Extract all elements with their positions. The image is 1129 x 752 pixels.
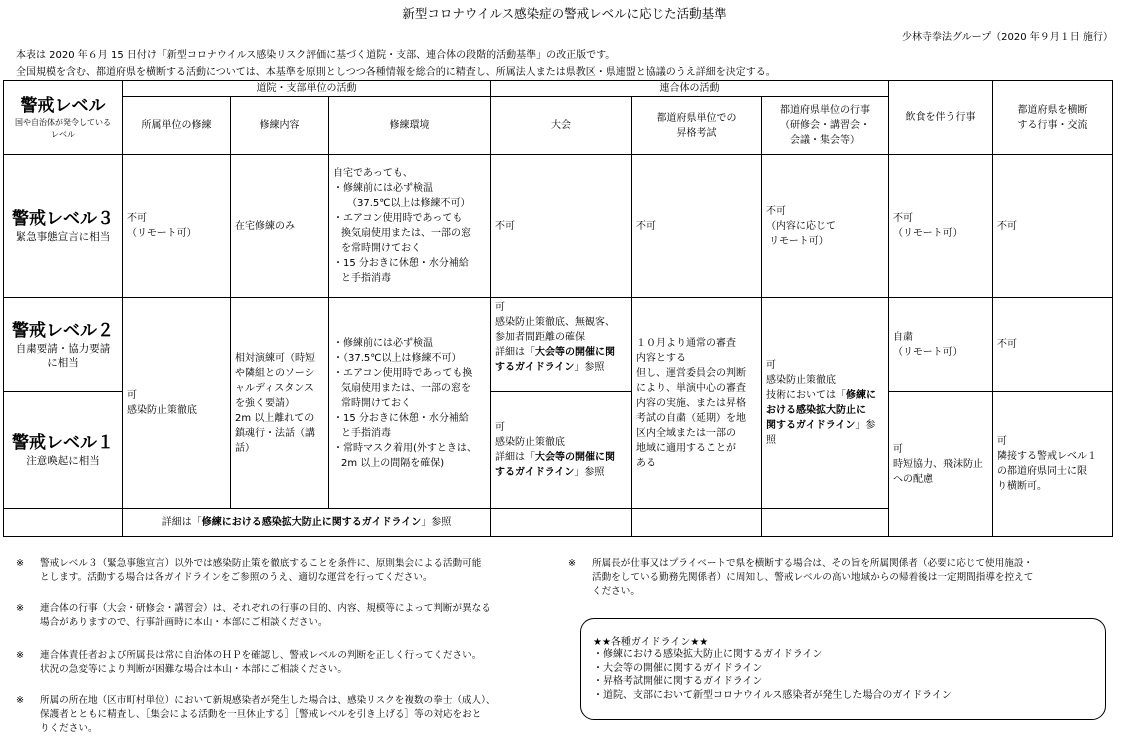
l21-env-line: 気扇使用または、一部の窓を [341,382,471,394]
l21-pref-events [762,298,889,509]
note-mark: ※ [16,558,25,569]
level-header: 警戒レベル [20,95,106,116]
col-header-dining: 飲食を伴う行事 [889,81,993,155]
l3-env-line: ・修練前には必ず検温 [333,183,433,194]
l2-tournament-text: 可 感染防止策徹底、無観客、 参加者間距離の確保 詳細は「 [495,302,615,358]
level-1-footer-blank [4,509,123,537]
l21-footer-ref: 」参照 [421,517,452,528]
l21-env-line: ・常時マスク着用(外すときは、 [333,442,477,454]
l21-exam-footer-blank [632,509,762,537]
l21-env-line: 2m 以上の間隔を確保) [341,457,445,469]
l3-unit-training: 不可 （リモート可） [123,155,231,298]
note-mark: ※ [16,603,25,614]
l1-tournament-ref: 」参照 [574,467,605,478]
note-left-2 [16,602,491,630]
col-header-unit-training: 所属単位の修練 [123,97,231,155]
l21-footer-note [123,509,491,537]
col-header-pref-events: 都道府県単位の行事 （研修会・講習会・ 会議・集会等） [762,97,889,155]
level-header-sub: 国や自治体が発令している レベル [15,117,111,139]
l3-env-line: と手指消毒 [341,273,391,284]
col-header-cross-pref: 都道府県を横断 する行事・交流 [993,81,1113,155]
level-header-cell [4,81,123,155]
l21-pref-events-ref: 」参 照 [766,420,876,446]
col-header-promotion-exam: 都道府県単位での 昇格考試 [632,97,762,155]
note-mark: ※ [568,558,577,569]
guideline-item: ・道院、支部において新型コロナウイルス感染者が発生した場合のガイドライン [593,689,952,701]
l3-promotion-exam: 不可 [632,155,762,298]
level-3-cell [4,155,123,298]
l21-env-line: ・修練前には必ず検温 [333,337,433,349]
l3-training-env [329,155,491,298]
intro-line-1: 本表は 2020 年６月 15 日付け「新型コロナウイルス感染リスク評価に基づく道院・支部、連合体の段階的活動基準」の改正版です。 [16,50,616,61]
organization-date: 少林寺拳法グループ（2020 年９月１日 施行） [901,32,1113,43]
l3-cross-pref: 不可 [993,155,1113,298]
l21-unit-training: 可 感染防止策徹底 [123,298,231,509]
guideline-item: ・修練における感染拡大防止に関するガイドライン [593,649,823,660]
level-1-desc: 注意喚起に相当 [26,455,100,467]
l3-env-line: を常時開けておく [341,243,421,254]
guidelines-title: ★★各種ガイドライン★★ [593,637,709,648]
intro-line-2: 全国規模を含む、都道府県を横断する活動については、本基準を原則としつつ各種情報を総合的に精査し、所属法人または県教区・県連盟と協議のうえ詳細を決定する。 [16,67,776,78]
l1-tournament-guideline: 大会等の開催に関 するガイドライン [495,452,615,478]
l3-training-content: 在宅修練のみ [231,155,329,298]
l2-tournament-guideline: 大会等の開催に関 するガイドライン [495,347,615,373]
col-header-training-env: 修練環境 [329,97,491,155]
l1-tournament [491,392,632,509]
note-right-1 [568,557,1033,599]
l21-env-line: ・15 分おきに休憩・水分補給 [333,412,469,424]
level-3-desc: 緊急事態宣言に相当 [15,231,111,243]
guidelines-box [580,618,1106,720]
l21-footer-text: 詳細は「 [161,517,202,528]
l21-pref-events-guideline: 修練に おける感染拡大防止に 関するガイドライン [766,390,876,431]
l21-env-line: 常時開けておく [341,397,411,409]
note-text: 連合体の行事（大会・研修会・講習会）は、それぞれの行事の目的、内容、規模等によって判断が異なる 場合がありますので、行事計画時に本山・本部にご相談ください。 [40,603,491,628]
l1-cross-pref: 可 隣接する警戒レベル１ の都道府県同士に限 り横断可。 [993,392,1113,537]
l2-tournament [491,298,632,392]
guideline-item: ・昇格考試開催に関するガイドライン [593,676,763,687]
l3-env-line: ・エアコン使用時であっても [333,213,463,224]
note-mark: ※ [16,650,25,661]
note-text: 所属長が仕事又はプライベートで県を横断する場合は、その旨を所属関係者（必要に応じて使用施設・ 活動をしている勤務先関係者）に周知し、警戒レベルの高い地域からの帰着後は一定期間指導を控えて ください。 [592,558,1034,597]
note-mark: ※ [16,695,25,706]
level-2-desc: 自粛要請・協力要請 に相当 [15,342,111,369]
l1-tournament-text: 可 感染防止策徹底 詳細は「 [495,422,565,463]
l3-tournament: 不可 [491,155,632,298]
note-text: 所属の所在地（区市町村単位）において新規感染者が発生した場合は、感染リスクを複数の拳士（成人）、 保護者とともに精査し、［集会による活動を一旦休止する］［警戒レベルを引き上げる］等の対応をおと りください。 [40,695,496,734]
l3-env-line: （37.5℃以上は修練不可） [347,198,471,209]
l1-dining-events: 可 時短協力、飛沫防止 への配慮 [889,392,993,537]
document-title: 新型コロナウイルス感染症の警戒レベルに応じた活動基準 [402,6,727,21]
l2-dining-events: 自粛 （リモート可） [889,298,993,392]
l2-cross-pref: 不可 [993,298,1113,392]
guidelines-list [593,648,952,702]
level-2-name: 警戒レベル２ [12,320,114,341]
l21-promotion-exam: １０月より通常の審査 内容とする 但し、運営委員会の判断 により、単演中心の審査 内容の実施、または昇格 考試の自粛（延期）を地 区内全域または一部の 地域に適用することが ある [632,298,762,509]
l3-env-line: ・15 分おきに休憩・水分補給 [333,258,469,269]
level-1-cell [4,392,123,509]
l3-env-line: 換気扇使用または、一部の窓 [341,228,471,239]
col-header-training-content: 修練内容 [231,97,329,155]
l21-env-line: ・（37.5℃以上は修練不可） [333,352,462,364]
guideline-item: ・大会等の開催に関するガイドライン [593,662,763,674]
level-2-cell [4,298,123,392]
l1-tournament-footer-blank [491,509,632,537]
col-header-tournament: 大会 [491,97,632,155]
l21-env-line: ・エアコン使用時であっても換 [333,367,473,379]
level-3-name: 警戒レベル３ [12,209,114,229]
l3-dining-events: 不可 （リモート可） [889,155,993,298]
note-left-3 [16,649,481,677]
activity-standards-table [3,80,1113,537]
l3-env-intro: 自宅であっても、 [333,168,413,179]
note-left-4 [16,694,496,736]
l3-pref-events: 不可 （内容に応じて リモート可） [762,155,889,298]
l21-pref-footer-blank [762,509,889,537]
l21-pref-events-text: 可 感染防止策徹底 技術においては「 [766,360,846,401]
group-header-federation: 連合体の活動 [491,81,889,97]
l21-training-content: 相対演練可（時短 や隣組とのソーシ ャルディスタンス を強く要請） 2m 以上離れての 鎮魂行・法話（講 話） [231,298,329,509]
l21-footer-guideline: 修練における感染拡大防止に関するガイドライン [201,517,422,528]
l21-env-line: と手指消毒 [341,427,391,439]
note-left-1 [16,557,481,585]
note-text: 連合体責任者および所属長は常に自治体のＨＰを確認し、警戒レベルの判断を正しく行ってください。 状況の急変等により判断が困難な場合は本山・本部にご相談ください。 [40,650,482,675]
group-header-dojo: 道院・支部単位の活動 [123,81,491,97]
note-text: 警戒レベル３（緊急事態宣言）以外では感染防止策を徹底することを条件に、原則集会による活動可能 とします。活動する場合は各ガイドラインをご参照のうえ、適切な運営を行ってください。 [40,558,482,583]
l2-tournament-ref: 」参照 [574,362,605,373]
l21-training-env [329,298,491,509]
level-1-name: 警戒レベル１ [12,433,114,453]
